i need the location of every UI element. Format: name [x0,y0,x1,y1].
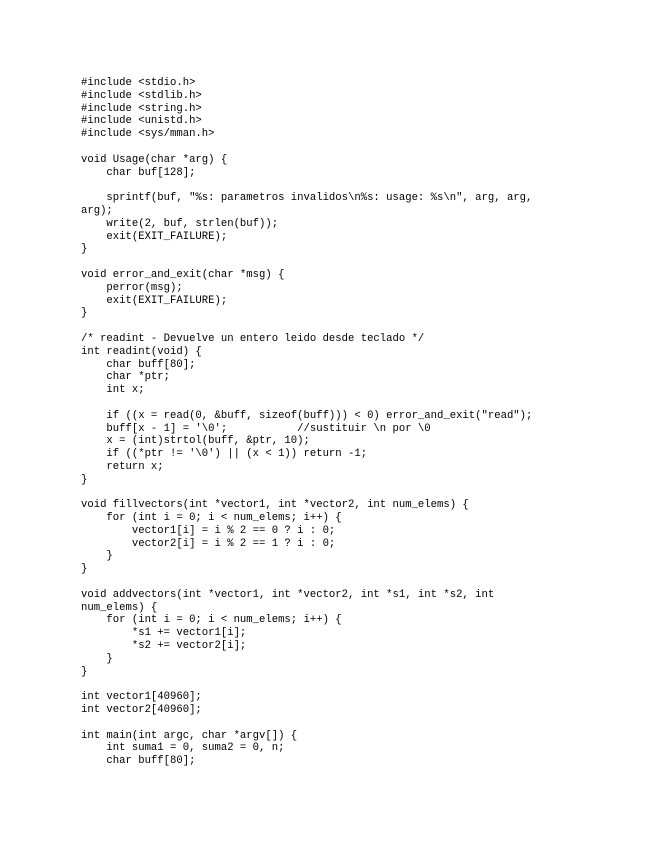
code-line: #include <string.h> [81,102,202,115]
code-line: } [81,243,88,256]
code-line [81,717,601,730]
code-line: int readint(void) { [81,345,202,358]
code-line [81,576,601,589]
code-line: #include <sys/mman.h> [81,128,215,141]
code-line: sprintf(buf, "%s: parametros invalidos\n%s: usage: %s\n", arg, arg, [81,192,533,205]
code-line: exit(EXIT_FAILURE); [81,294,228,307]
code-line [81,256,601,269]
code-line: char *ptr; [81,371,171,384]
code-line: } [81,563,88,576]
code-line: for (int i = 0; i < num_elems; i++) { [81,512,342,525]
code-line [81,320,601,333]
code-line: } [81,550,113,563]
code-line: char buf[128]; [81,166,196,179]
code-line: exit(EXIT_FAILURE); [81,230,228,243]
code-line: #include <stdlib.h> [81,89,202,102]
code-line: } [81,665,88,678]
code-line: void Usage(char *arg) { [81,153,228,166]
code-line [81,141,601,154]
code-line: /* readint - Devuelve un entero leido desde teclado */ [81,332,425,345]
code-line: } [81,307,88,320]
code-listing [81,77,601,768]
code-line: return x; [81,460,164,473]
code-line: num_elems) { [81,601,158,614]
code-line: vector1[i] = i % 2 == 0 ? i : 0; [81,524,336,537]
code-line: void addvectors(int *vector1, int *vector2, int *s1, int *s2, int [81,588,495,601]
code-line [81,397,601,410]
code-line: } [81,652,113,665]
code-line: *s1 += vector1[i]; [81,627,247,640]
code-line [81,487,601,500]
code-line: char buff[80]; [81,755,196,768]
code-line: #include <unistd.h> [81,115,202,128]
code-line: buff[x - 1] = '\0'; //sustituir \n por \0 [81,422,431,435]
code-line: arg); [81,204,113,217]
code-line: *s2 += vector2[i]; [81,640,247,653]
code-line: int vector2[40960]; [81,704,202,717]
code-line: void fillvectors(int *vector1, int *vector2, int num_elems) { [81,499,469,512]
code-line: #include <stdio.h> [81,77,196,89]
code-line: } [81,473,88,486]
code-line [81,179,601,192]
code-line: x = (int)strtol(buff, &ptr, 10); [81,435,310,448]
code-line: int x; [81,384,145,397]
code-line [81,678,601,691]
code-line: int vector1[40960]; [81,691,202,704]
code-line: int main(int argc, char *argv[]) { [81,729,298,742]
code-line: for (int i = 0; i < num_elems; i++) { [81,614,342,627]
code-line: void error_and_exit(char *msg) { [81,268,285,281]
code-line: perror(msg); [81,281,183,294]
code-line: int suma1 = 0, suma2 = 0, n; [81,742,285,755]
code-line: if ((*ptr != '\0') || (x < 1)) return -1; [81,448,368,461]
code-line: write(2, buf, strlen(buf)); [81,217,279,230]
code-line: if ((x = read(0, &buff, sizeof(buff))) < 0) error_and_exit("read"); [81,409,533,422]
code-line: char buff[80]; [81,358,196,371]
code-line: vector2[i] = i % 2 == 1 ? i : 0; [81,537,336,550]
